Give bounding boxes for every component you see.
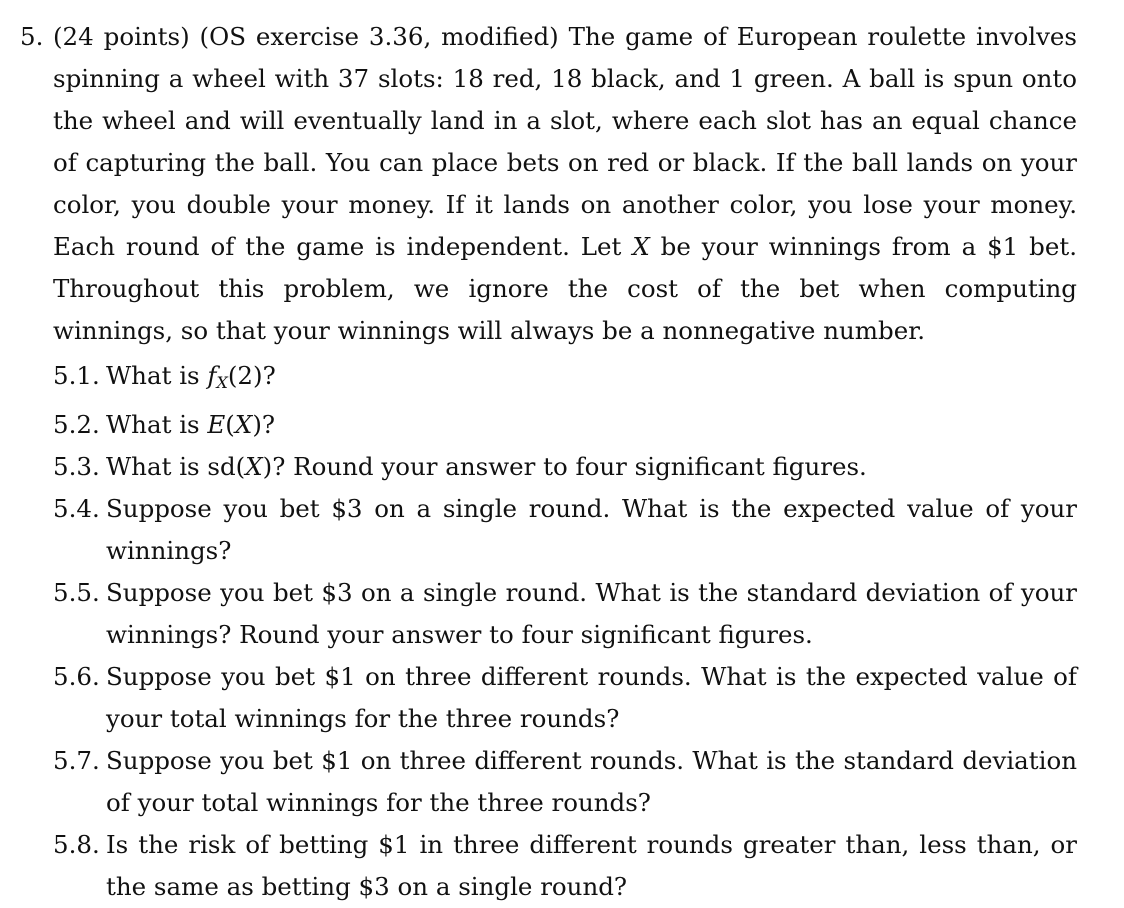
subpart-number: 5.8. <box>53 830 100 859</box>
subpart-5-4 <box>53 488 1077 572</box>
subpart-5-6 <box>53 656 1077 740</box>
intro-text-b: be your winnings from a $1 bet. Throughout this problem, we ignore the cost of the bet when computing winnings, so that your winnings will always be a nonnegative number. <box>53 232 1077 345</box>
subpart-number: 5.6. <box>53 662 100 691</box>
paren-open: ( <box>225 410 235 439</box>
intro-line-1: (24 points) (OS exercise 3.36, modified) The game of European roulette involves spinning <box>53 22 1077 93</box>
subpart-5-8 <box>53 824 1077 908</box>
pmf-symbol: f <box>207 361 217 390</box>
subpart-text: Is the risk of betting $1 in three different rounds greater than, less than, or the same as betting $3 on a single round? <box>106 830 1077 901</box>
subpart-text-end: (2)? <box>227 361 276 390</box>
problem-intro <box>53 16 1077 352</box>
subpart-number: 5.7. <box>53 746 100 775</box>
subpart-text: What is sd( <box>106 452 246 481</box>
subpart-text: What is <box>106 361 208 390</box>
subpart-5-5 <box>53 572 1077 656</box>
subpart-number: 5.4. <box>53 494 100 523</box>
subpart-5-1 <box>53 355 1077 404</box>
subpart-5-7 <box>53 740 1077 824</box>
pmf-subscript: X <box>216 373 228 392</box>
subpart-text: Suppose you bet $1 on three different rounds. What is the expected value of your total winnings for the three rounds? <box>106 662 1077 733</box>
subpart-list <box>53 355 1077 908</box>
subpart-number: 5.5. <box>53 578 100 607</box>
subpart-5-3 <box>53 446 1077 488</box>
subpart-number: 5.1. <box>53 361 100 390</box>
subpart-number: 5.3. <box>53 452 100 481</box>
subpart-text: Suppose you bet $1 on three different rounds. What is the standard deviation of your total winnings for the three rounds? <box>106 746 1077 817</box>
variable-x: X <box>234 410 253 439</box>
subpart-text-end: )? Round your answer to four significant figures. <box>262 452 867 481</box>
problem-number: 5. <box>20 22 44 51</box>
subpart-5-2 <box>53 404 1077 446</box>
variable-x: X <box>245 452 263 481</box>
variable-x: X <box>632 232 650 261</box>
intro-text-a: a wheel with 37 slots: 18 red, 18 black, and 1 green. A ball is spun onto the wheel and will eventually land in a slot, where each slot has an equal chance of capturing the ball. You can place bets on red or black. If the ball lands on your color, you double your money. If it lands on another color, you lose your money. Each round of the game is independent. Let <box>53 64 1077 261</box>
subpart-number: 5.2. <box>53 410 100 439</box>
subpart-text: Suppose you bet $3 on a single round. What is the expected value of your winnings? <box>106 494 1077 565</box>
subpart-text-end: )? <box>252 410 276 439</box>
subpart-text: Suppose you bet $3 on a single round. What is the standard deviation of your winnings? Round your answer to four significant figures. <box>106 578 1077 649</box>
subpart-text: What is <box>106 410 208 439</box>
expectation-symbol: E <box>207 410 226 439</box>
